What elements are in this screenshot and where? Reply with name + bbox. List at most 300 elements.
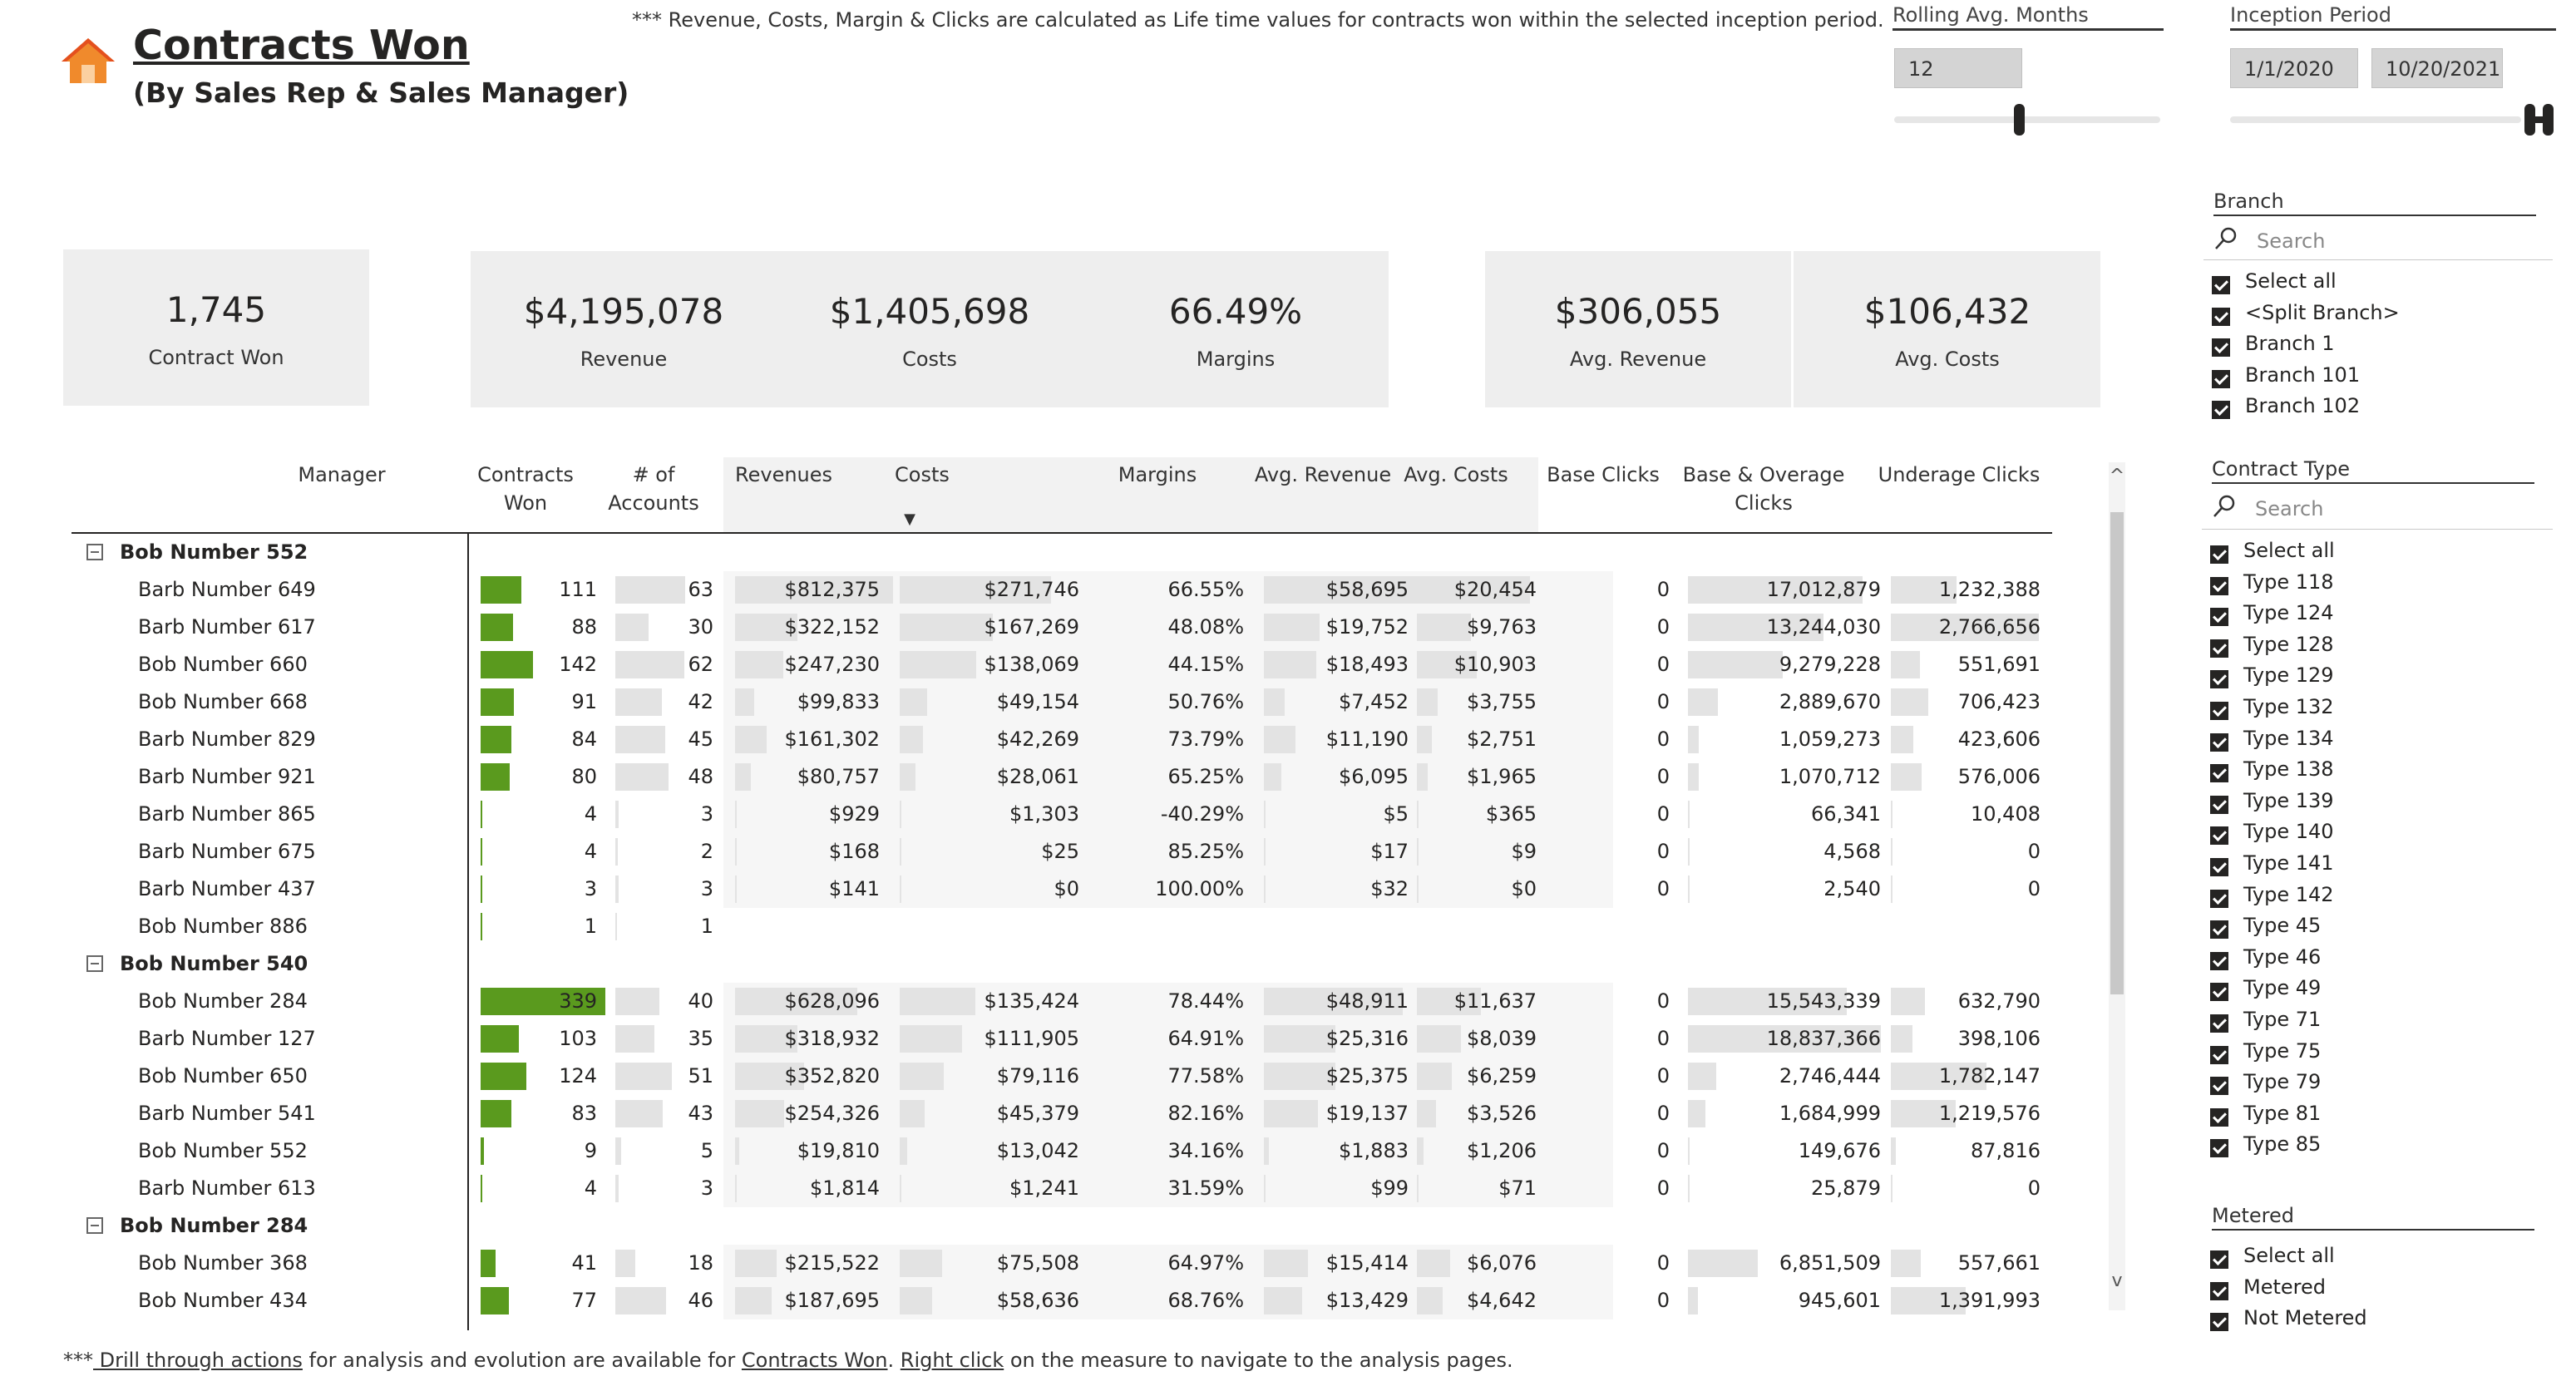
rep-name[interactable]: Barb Number 617 bbox=[138, 615, 316, 639]
margin-value: 31.59% bbox=[1167, 1176, 1244, 1200]
base-value: 0 bbox=[1656, 802, 1670, 826]
over-value: 6,851,509 bbox=[1779, 1251, 1881, 1275]
avgcost-value: $8,039 bbox=[1467, 1027, 1537, 1050]
margin-value: 77.58% bbox=[1167, 1064, 1244, 1088]
rep-name[interactable]: Bob Number 650 bbox=[138, 1064, 308, 1088]
rev-value: $322,152 bbox=[784, 615, 880, 639]
over-value: 15,543,339 bbox=[1766, 989, 1881, 1013]
rep-name[interactable]: Barb Number 613 bbox=[138, 1176, 316, 1200]
rep-name[interactable]: Bob Number 660 bbox=[138, 653, 308, 676]
avgcost-bar bbox=[1417, 1287, 1443, 1314]
base-value: 0 bbox=[1656, 653, 1670, 676]
col-header-accounts[interactable] bbox=[604, 461, 703, 517]
won-bar bbox=[481, 838, 482, 866]
contract-type-option[interactable]: Type 128 bbox=[2243, 632, 2334, 656]
under-value: 576,006 bbox=[1957, 765, 2041, 788]
over-bar bbox=[1688, 763, 1699, 791]
scroll-down-icon[interactable]: v bbox=[2111, 1270, 2123, 1291]
inception-end-input[interactable]: 10/20/2021 bbox=[2371, 48, 2503, 88]
inception-period-label: Inception Period bbox=[2230, 3, 2391, 27]
inception-slider-track[interactable] bbox=[2230, 116, 2521, 123]
acc-value: 46 bbox=[688, 1289, 713, 1312]
table-row[interactable] bbox=[72, 1095, 2067, 1132]
sort-desc-icon[interactable]: ▼ bbox=[904, 511, 915, 528]
acc-bar bbox=[615, 875, 619, 903]
contract-type-option[interactable]: Type 75 bbox=[2243, 1038, 2322, 1063]
table-row[interactable] bbox=[72, 908, 2067, 945]
contract-type-checkbox[interactable] bbox=[2210, 608, 2228, 626]
rolling-avg-input[interactable]: 12 bbox=[1894, 48, 2022, 88]
col-header-contracts-won[interactable] bbox=[476, 461, 575, 517]
table-row[interactable] bbox=[72, 833, 2067, 871]
avgrev-value: $25,316 bbox=[1325, 1027, 1409, 1050]
contract-type-option[interactable]: Type 49 bbox=[2243, 976, 2322, 1000]
rep-name[interactable]: Barb Number 437 bbox=[138, 877, 316, 900]
avgcost-value: $0 bbox=[1511, 877, 1537, 900]
rev-value: $187,695 bbox=[784, 1289, 880, 1312]
branch-option[interactable]: Branch 102 bbox=[2245, 394, 2361, 418]
avgrev-bar bbox=[1264, 1063, 1335, 1090]
contract-type-checkbox[interactable] bbox=[2210, 670, 2228, 688]
margin-value: -40.29% bbox=[1160, 802, 1244, 826]
won-bar bbox=[481, 1175, 482, 1202]
avgrev-value: $6,095 bbox=[1339, 765, 1409, 788]
contract-type-option[interactable]: Type 129 bbox=[2243, 663, 2334, 688]
table-row[interactable] bbox=[72, 609, 2067, 646]
base-value: 0 bbox=[1656, 1139, 1670, 1162]
table-row[interactable] bbox=[72, 683, 2067, 721]
contract-type-option[interactable]: Type 141 bbox=[2243, 851, 2334, 875]
branch-checkbox[interactable] bbox=[2212, 370, 2230, 388]
avgcost-value: $365 bbox=[1485, 802, 1537, 826]
col-header-base-clicks[interactable]: Base Clicks bbox=[1547, 463, 1660, 486]
table-row[interactable] bbox=[72, 1132, 2067, 1170]
collapse-icon[interactable] bbox=[86, 1217, 103, 1234]
under-bar bbox=[1891, 726, 1913, 753]
scroll-up-icon[interactable]: ^ bbox=[2109, 466, 2125, 486]
avgrev-bar bbox=[1264, 838, 1266, 866]
table-scrollbar-thumb[interactable] bbox=[2110, 512, 2124, 994]
collapse-icon[interactable] bbox=[86, 544, 103, 560]
metered-checkbox[interactable] bbox=[2210, 1250, 2228, 1269]
rolling-avg-slider-track[interactable] bbox=[1894, 116, 2160, 123]
kpi-divider bbox=[1791, 251, 1794, 407]
avgrev-bar bbox=[1264, 1137, 1269, 1165]
branch-option[interactable]: Select all bbox=[2245, 269, 2337, 293]
contract-type-option[interactable]: Type 45 bbox=[2243, 914, 2322, 938]
contract-type-underline bbox=[2212, 482, 2534, 484]
footer-right-click-link[interactable]: Right click bbox=[900, 1349, 1004, 1372]
contract-type-option[interactable]: Select all bbox=[2243, 539, 2335, 562]
contract-type-checkbox[interactable] bbox=[2210, 983, 2228, 1001]
base-value: 0 bbox=[1656, 1176, 1670, 1200]
won-value: 4 bbox=[584, 840, 597, 863]
cost-value: $75,508 bbox=[996, 1251, 1079, 1275]
won-value: 339 bbox=[559, 989, 597, 1013]
acc-bar bbox=[615, 1063, 672, 1090]
col-header-margins[interactable]: Margins bbox=[1118, 463, 1197, 486]
avgcost-value: $6,076 bbox=[1467, 1251, 1537, 1275]
won-value: 142 bbox=[559, 653, 597, 676]
contract-type-search-input[interactable]: Search bbox=[2255, 497, 2324, 520]
rev-bar bbox=[735, 838, 737, 866]
rep-name[interactable]: Bob Number 434 bbox=[138, 1289, 308, 1312]
rev-value: $247,230 bbox=[784, 653, 880, 676]
contract-type-option[interactable]: Type 85 bbox=[2243, 1132, 2322, 1157]
under-bar bbox=[1891, 838, 1893, 866]
table-row[interactable] bbox=[72, 721, 2067, 758]
contract-type-checkbox[interactable] bbox=[2210, 890, 2228, 908]
table-row[interactable] bbox=[72, 983, 2067, 1020]
rolling-avg-slider-handle[interactable] bbox=[2014, 104, 2025, 136]
contract-type-label: Contract Type bbox=[2212, 457, 2350, 481]
rep-name[interactable]: Bob Number 668 bbox=[138, 690, 308, 713]
branch-checkbox[interactable] bbox=[2212, 338, 2230, 357]
acc-value: 3 bbox=[700, 877, 713, 900]
col-header-costs[interactable]: Costs bbox=[895, 463, 950, 486]
group-manager-name[interactable]: Bob Number 284 bbox=[120, 1214, 308, 1237]
cost-bar bbox=[900, 801, 901, 828]
contract-type-option[interactable]: Type 138 bbox=[2243, 757, 2334, 782]
rep-name[interactable]: Barb Number 921 bbox=[138, 765, 316, 788]
under-value: 1,782,147 bbox=[1938, 1064, 2041, 1088]
cost-value: $167,269 bbox=[984, 615, 1079, 639]
avgcost-bar bbox=[1417, 1025, 1461, 1053]
contract-type-checkbox[interactable] bbox=[2210, 639, 2228, 658]
avgrev-value: $1,883 bbox=[1339, 1139, 1409, 1162]
branch-search-line bbox=[2203, 259, 2553, 260]
group-row[interactable] bbox=[72, 1207, 2067, 1245]
over-value: 9,279,228 bbox=[1779, 653, 1881, 676]
avgcost-value: $1,965 bbox=[1467, 765, 1537, 788]
acc-bar bbox=[615, 913, 617, 940]
under-bar bbox=[1891, 875, 1893, 903]
rev-bar bbox=[735, 651, 783, 678]
footer-drillthrough-link[interactable]: Drill through actions bbox=[93, 1349, 303, 1372]
over-value: 2,540 bbox=[1823, 877, 1881, 900]
kpi-card-contracts[interactable] bbox=[63, 249, 369, 406]
acc-value: 3 bbox=[700, 1176, 713, 1200]
contract-type-option[interactable]: Type 139 bbox=[2243, 788, 2334, 812]
over-bar bbox=[1688, 801, 1690, 828]
kpi-card-financials[interactable] bbox=[471, 251, 1389, 407]
rev-value: $99,833 bbox=[797, 690, 880, 713]
contract-type-checkbox[interactable] bbox=[2210, 1139, 2228, 1157]
cost-bar bbox=[900, 1137, 907, 1165]
metered-checkbox[interactable] bbox=[2210, 1313, 2228, 1331]
rev-value: $929 bbox=[828, 802, 880, 826]
avgcost-bar bbox=[1417, 726, 1432, 753]
over-value: 4,568 bbox=[1823, 840, 1881, 863]
contract-type-option[interactable]: Type 81 bbox=[2243, 1101, 2322, 1125]
contract-type-option[interactable]: Type 46 bbox=[2243, 945, 2322, 969]
kpi-margins-label: Margins bbox=[1196, 348, 1276, 371]
over-value: 66,341 bbox=[1811, 802, 1881, 826]
table-row[interactable] bbox=[72, 796, 2067, 833]
acc-value: 3 bbox=[700, 802, 713, 826]
margin-value: 85.25% bbox=[1167, 840, 1244, 863]
rep-name[interactable]: Barb Number 541 bbox=[138, 1102, 316, 1125]
col-header-revenues[interactable]: Revenues bbox=[735, 463, 833, 486]
cost-value: $28,061 bbox=[996, 765, 1079, 788]
won-bar bbox=[481, 1137, 484, 1165]
won-value: 3 bbox=[584, 877, 597, 900]
cost-bar bbox=[900, 988, 975, 1015]
kpi-avg-costs bbox=[1794, 251, 2100, 407]
avgrev-bar bbox=[1264, 1025, 1335, 1053]
won-value: 77 bbox=[571, 1289, 597, 1312]
kpi-margins bbox=[1083, 251, 1389, 407]
contract-type-checkbox[interactable] bbox=[2210, 920, 2228, 939]
contract-type-checkbox[interactable] bbox=[2210, 952, 2228, 970]
calculation-note: *** Revenue, Costs, Margin & Clicks are calculated as Life time values for contracts won within the selected inception period. bbox=[632, 8, 1884, 32]
rev-bar bbox=[735, 875, 737, 903]
col-header-manager[interactable]: Manager bbox=[298, 463, 386, 486]
rolling-avg-label: Rolling Avg. Months bbox=[1893, 3, 2089, 27]
cost-bar bbox=[900, 614, 993, 641]
table-row[interactable] bbox=[72, 1245, 2067, 1282]
branch-option[interactable]: Branch 1 bbox=[2245, 332, 2335, 356]
base-value: 0 bbox=[1656, 840, 1670, 863]
acc-bar bbox=[615, 1287, 666, 1314]
branch-checkbox[interactable] bbox=[2212, 401, 2230, 419]
cost-bar bbox=[900, 688, 927, 716]
cost-value: $49,154 bbox=[996, 690, 1079, 713]
branch-search-input[interactable]: Search bbox=[2257, 229, 2326, 253]
over-value: 945,601 bbox=[1798, 1289, 1881, 1312]
table-row[interactable] bbox=[72, 758, 2067, 796]
table-row[interactable] bbox=[72, 646, 2067, 683]
rep-name[interactable]: Bob Number 886 bbox=[138, 915, 308, 938]
contract-type-options bbox=[2207, 534, 2556, 1166]
rev-value: $628,096 bbox=[784, 989, 880, 1013]
rep-name[interactable]: Bob Number 368 bbox=[138, 1251, 308, 1275]
acc-value: 42 bbox=[688, 690, 713, 713]
metered-option[interactable]: Not Metered bbox=[2243, 1306, 2367, 1330]
acc-bar bbox=[615, 688, 662, 716]
acc-value: 18 bbox=[688, 1251, 713, 1275]
contract-type-option[interactable]: Type 71 bbox=[2243, 1008, 2322, 1031]
avgrev-bar bbox=[1264, 801, 1266, 828]
kpi-avg-revenue bbox=[1485, 251, 1791, 407]
rev-value: $80,757 bbox=[797, 765, 880, 788]
rep-name[interactable]: Bob Number 284 bbox=[138, 989, 308, 1013]
inception-start-input[interactable]: 1/1/2020 bbox=[2230, 48, 2358, 88]
acc-bar bbox=[615, 1250, 635, 1277]
rep-name[interactable]: Barb Number 127 bbox=[138, 1027, 316, 1050]
contract-type-checkbox[interactable] bbox=[2210, 733, 2228, 752]
table-row[interactable] bbox=[72, 1282, 2067, 1319]
rolling-avg-underline bbox=[1893, 28, 2164, 31]
avgcost-value: $10,903 bbox=[1453, 653, 1537, 676]
contract-type-checkbox[interactable] bbox=[2210, 1014, 2228, 1033]
group-manager-name[interactable]: Bob Number 552 bbox=[120, 540, 308, 564]
kpi-costs bbox=[777, 251, 1083, 407]
table-row[interactable] bbox=[72, 1170, 2067, 1207]
rep-name[interactable]: Bob Number 552 bbox=[138, 1139, 308, 1162]
footer-prefix: *** bbox=[63, 1349, 93, 1372]
contract-type-checkbox[interactable] bbox=[2210, 796, 2228, 814]
col-header-overage-line1: Base & Overage bbox=[1682, 463, 1845, 486]
rep-name[interactable]: Barb Number 675 bbox=[138, 840, 316, 863]
over-value: 2,889,670 bbox=[1779, 690, 1881, 713]
matrix-table[interactable] bbox=[72, 449, 2067, 1330]
contract-type-option[interactable]: Type 140 bbox=[2243, 820, 2334, 844]
metered-option[interactable]: Metered bbox=[2243, 1275, 2326, 1299]
over-value: 1,070,712 bbox=[1779, 765, 1881, 788]
avgrev-bar bbox=[1264, 688, 1285, 716]
rev-bar bbox=[735, 726, 767, 753]
branch-option[interactable]: <Split Branch> bbox=[2245, 300, 2400, 324]
contract-type-checkbox[interactable] bbox=[2210, 577, 2228, 595]
over-bar bbox=[1688, 1137, 1690, 1165]
col-header-overage-clicks[interactable] bbox=[1676, 461, 1851, 517]
table-row[interactable] bbox=[72, 571, 2067, 609]
avgrev-value: $25,375 bbox=[1325, 1064, 1409, 1088]
contract-type-checkbox[interactable] bbox=[2210, 702, 2228, 720]
under-value: 10,408 bbox=[1971, 802, 2041, 826]
avgcost-bar bbox=[1417, 1175, 1419, 1202]
metered-underline bbox=[2212, 1229, 2534, 1231]
margin-value: 44.15% bbox=[1167, 653, 1244, 676]
acc-value: 62 bbox=[688, 653, 713, 676]
group-row[interactable] bbox=[72, 534, 2067, 571]
avgcost-bar bbox=[1417, 838, 1419, 866]
contract-type-option[interactable]: Type 124 bbox=[2243, 601, 2334, 625]
cost-bar bbox=[900, 875, 901, 903]
rev-value: $168 bbox=[828, 840, 880, 863]
won-value: 84 bbox=[571, 728, 597, 751]
rep-name[interactable]: Barb Number 865 bbox=[138, 802, 316, 826]
footer-contracts-won-link[interactable]: Contracts Won bbox=[741, 1349, 888, 1372]
contract-type-checkbox[interactable] bbox=[2210, 1077, 2228, 1095]
contract-type-checkbox[interactable] bbox=[2210, 764, 2228, 782]
rev-value: $141 bbox=[828, 877, 880, 900]
rep-name[interactable]: Barb Number 829 bbox=[138, 728, 316, 751]
cost-value: $42,269 bbox=[996, 728, 1079, 751]
contract-type-checkbox[interactable] bbox=[2210, 545, 2228, 564]
table-row[interactable] bbox=[72, 1058, 2067, 1095]
table-body bbox=[72, 534, 2067, 1330]
over-value: 18,837,366 bbox=[1766, 1027, 1881, 1050]
avgrev-value: $19,137 bbox=[1325, 1102, 1409, 1125]
contract-type-option[interactable]: Type 142 bbox=[2243, 882, 2334, 906]
margin-value: 82.16% bbox=[1167, 1102, 1244, 1125]
table-row[interactable] bbox=[72, 1020, 2067, 1058]
over-value: 13,244,030 bbox=[1766, 615, 1881, 639]
cost-value: $1,241 bbox=[1009, 1176, 1079, 1200]
under-value: 1,219,576 bbox=[1938, 1102, 2041, 1125]
branch-checkbox[interactable] bbox=[2212, 276, 2230, 294]
over-bar bbox=[1688, 875, 1690, 903]
kpi-costs-label: Costs bbox=[902, 348, 957, 371]
acc-bar bbox=[615, 1175, 619, 1202]
margin-value: 64.97% bbox=[1167, 1251, 1244, 1275]
cost-value: $271,746 bbox=[984, 578, 1079, 601]
branch-search-icon bbox=[2213, 226, 2238, 251]
cost-bar bbox=[900, 1250, 942, 1277]
contract-type-option[interactable]: Type 132 bbox=[2243, 695, 2334, 718]
base-value: 0 bbox=[1656, 1102, 1670, 1125]
avgrev-bar bbox=[1264, 614, 1320, 641]
acc-bar bbox=[615, 576, 685, 604]
kpi-avg-revenue-label: Avg. Revenue bbox=[1569, 348, 1707, 371]
group-row[interactable] bbox=[72, 945, 2067, 983]
rep-name[interactable]: Barb Number 649 bbox=[138, 578, 316, 601]
home-icon[interactable] bbox=[60, 37, 116, 85]
acc-value: 1 bbox=[700, 915, 713, 938]
group-manager-name[interactable]: Bob Number 540 bbox=[120, 952, 308, 975]
base-value: 0 bbox=[1656, 989, 1670, 1013]
col-header-underage-clicks[interactable]: Underage Clicks bbox=[1878, 463, 2041, 486]
footer-mid1: for analysis and evolution are available for bbox=[302, 1349, 742, 1372]
over-bar bbox=[1688, 1100, 1705, 1127]
col-header-avg-revenue[interactable]: Avg. Revenue bbox=[1254, 463, 1392, 486]
page-title[interactable]: Contracts Won bbox=[133, 22, 470, 69]
contract-type-option[interactable]: Type 118 bbox=[2243, 570, 2334, 594]
contract-type-checkbox[interactable] bbox=[2210, 1108, 2228, 1127]
avgrev-value: $13,429 bbox=[1325, 1289, 1409, 1312]
contract-type-checkbox[interactable] bbox=[2210, 858, 2228, 876]
base-value: 0 bbox=[1656, 728, 1670, 751]
over-bar bbox=[1688, 1250, 1758, 1277]
margin-value: 50.76% bbox=[1167, 690, 1244, 713]
metered-checkbox[interactable] bbox=[2210, 1282, 2228, 1300]
contract-type-checkbox[interactable] bbox=[2210, 1046, 2228, 1064]
cost-bar bbox=[900, 838, 901, 866]
won-value: 1 bbox=[584, 915, 597, 938]
won-value: 91 bbox=[571, 690, 597, 713]
won-bar bbox=[481, 614, 513, 641]
col-header-avg-costs[interactable]: Avg. Costs bbox=[1404, 463, 1508, 486]
base-value: 0 bbox=[1656, 877, 1670, 900]
branch-options bbox=[2208, 264, 2558, 422]
avgcost-bar bbox=[1417, 688, 1438, 716]
won-bar bbox=[481, 913, 482, 940]
margin-value: 68.76% bbox=[1167, 1289, 1244, 1312]
branch-checkbox[interactable] bbox=[2212, 308, 2230, 326]
kpi-avg-revenue-value: $306,055 bbox=[1554, 291, 1722, 332]
avgcost-value: $1,206 bbox=[1467, 1139, 1537, 1162]
over-bar bbox=[1688, 726, 1699, 753]
contract-type-option[interactable]: Type 134 bbox=[2243, 726, 2334, 750]
avgrev-bar bbox=[1264, 1250, 1308, 1277]
avgcost-value: $6,259 bbox=[1467, 1064, 1537, 1088]
rev-bar bbox=[735, 1175, 737, 1202]
acc-value: 45 bbox=[688, 728, 713, 751]
contract-type-option[interactable]: Type 79 bbox=[2243, 1070, 2322, 1094]
under-bar bbox=[1891, 1137, 1896, 1165]
kpi-card-averages[interactable] bbox=[1485, 251, 2100, 407]
branch-label: Branch bbox=[2213, 190, 2284, 213]
margin-value: 64.91% bbox=[1167, 1027, 1244, 1050]
avgcost-bar bbox=[1417, 1063, 1452, 1090]
collapse-icon[interactable] bbox=[86, 955, 103, 972]
avgcost-value: $9,763 bbox=[1467, 615, 1537, 639]
avgcost-bar bbox=[1417, 801, 1419, 828]
cost-value: $135,424 bbox=[984, 989, 1079, 1013]
metered-option[interactable]: Select all bbox=[2243, 1244, 2335, 1267]
under-value: 398,106 bbox=[1957, 1027, 2041, 1050]
acc-bar bbox=[615, 988, 659, 1015]
under-value: 1,391,993 bbox=[1938, 1289, 2041, 1312]
table-row[interactable] bbox=[72, 871, 2067, 908]
under-value: 557,661 bbox=[1957, 1251, 2041, 1275]
rev-bar bbox=[735, 688, 754, 716]
branch-option[interactable]: Branch 101 bbox=[2245, 363, 2361, 387]
contract-type-checkbox[interactable] bbox=[2210, 826, 2228, 845]
avgrev-value: $5 bbox=[1383, 802, 1409, 826]
